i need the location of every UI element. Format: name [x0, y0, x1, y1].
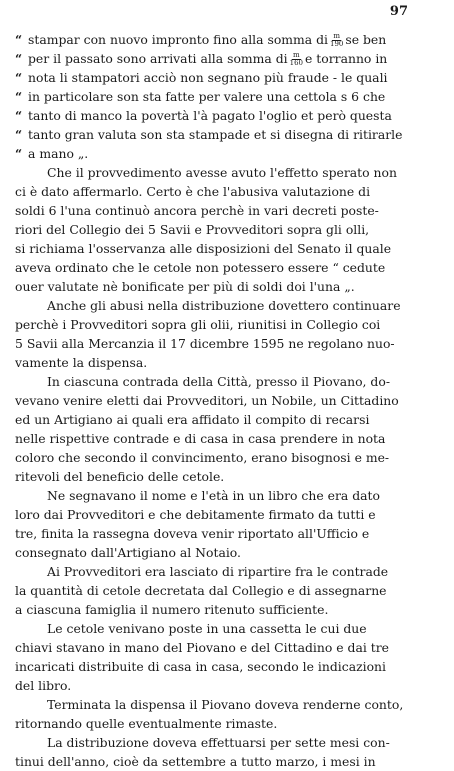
text-line: nelle rispettive contrade e di casa in casa prendere in nota [15, 431, 386, 446]
text-line: aveva ordinato che le cetole non potessero essere “ cedute [15, 260, 386, 275]
quoted-block [15, 30, 432, 163]
text-line: loro dai Provveditori e che debitamente firmato da tutti e [15, 507, 376, 522]
paragraph-2 [15, 296, 432, 372]
quote-line: “ stampar con nuovo impronto fino alla somma di $\frac{m}{190}$ se ben [15, 32, 387, 48]
quote-mark: “ [15, 51, 23, 66]
quote-mark: “ [15, 108, 23, 123]
text-line: tre, finita la rassegna doveva venir riportato all'Ufficio e [15, 526, 370, 541]
text-line: vamente la dispensa. [15, 355, 148, 370]
text-line: coloro che secondo il convincimento, erano bisognosi e me- [15, 450, 390, 465]
paragraph-6 [15, 619, 432, 695]
text-line: ouer valutate nè bonificate per più di soldi doi l'una „. [15, 279, 355, 294]
paragraph-5 [15, 562, 432, 619]
quote-line: “ nota li stampatori acciò non segnano più fraude - le quali [15, 70, 388, 85]
text-line: riori del Collegio dei 5 Savii e Provveditori sopra gli olli, [15, 222, 370, 237]
text-line: chiavi stavano in mano del Piovano e del Cittadino e dai tre [15, 640, 389, 655]
paragraph-8 [15, 733, 432, 771]
paragraph-4 [15, 486, 432, 562]
quote-mark: “ [15, 89, 23, 104]
quote-line: “ tanto di manco la povertà l'à pagato l'oglio et però questa [15, 108, 392, 123]
quote-line: “ in particolare son sta fatte per valere una cettola s 6 che [15, 89, 386, 104]
text-line: del libro. [15, 678, 72, 693]
body-text [15, 30, 432, 771]
text-line: Che il provvedimento avesse avuto l'effetto sperato non [47, 165, 397, 180]
text-line: Terminata la dispensa il Piovano doveva renderne conto, [47, 697, 404, 712]
text-line: 5 Savii alla Mercanzia il 17 dicembre 1595 ne regolano nuo- [15, 336, 395, 351]
fraction: $\frac{m}{190}$ [330, 32, 344, 48]
text-line: la quantità di cetole decretata dal Collegio e di assegnarne [15, 583, 387, 598]
text-line: ritornando quelle eventualmente rimaste. [15, 716, 278, 731]
quote-line: “ tanto gran valuta son sta stampade et si disegna di ritirarle [15, 127, 403, 142]
text-line: ci è dato affermarlo. Certo è che l'abusiva valutazione di [15, 184, 371, 199]
text-line: Ai Provveditori era lasciato di ripartire fra le contrade [47, 564, 389, 579]
text-line: Ne segnavano il nome e l'età in un libro che era dato [47, 488, 380, 503]
text-line: vevano venire eletti dai Provveditori, un Nobile, un Cittadino [15, 393, 399, 408]
paragraph-3 [15, 372, 432, 486]
page-number: 97 [389, 4, 408, 19]
fraction: $\frac{m}{160}$ [289, 51, 304, 67]
text-line: perchè i Provveditori sopra gli olii, riunitisi in Collegio coi [15, 317, 381, 332]
text-line: ritevoli del beneficio delle cetole. [15, 469, 225, 484]
quote-mark: “ [15, 70, 23, 85]
quote-mark: “ [15, 32, 23, 47]
text-line: La distribuzione doveva effettuarsi per sette mesi con- [47, 735, 390, 750]
quote-line: “ per il passato sono arrivati alla somma di $\frac{m}{160}$ e torranno in [15, 51, 388, 67]
text-line: In ciascuna contrada della Città, presso il Piovano, do- [47, 374, 391, 389]
quote-mark: “ [15, 127, 23, 142]
text-line: soldi 6 l'una continuò ancora perchè in vari decreti poste- [15, 203, 379, 218]
paragraph-7 [15, 695, 432, 733]
text-line: tinui dell'anno, cioè da settembre a tutto marzo, i mesi in [15, 754, 376, 769]
text-line: consegnato dall'Artigiano al Notaio. [15, 545, 241, 560]
text-line: incaricati distribuite di casa in casa, secondo le indicazioni [15, 659, 386, 674]
text-line: si richiama l'osservanza alle disposizioni del Senato il quale [15, 241, 392, 256]
paragraph-1 [15, 163, 432, 296]
text-line: Le cetole venivano poste in una cassetta le cui due [47, 621, 367, 636]
quote-mark: “ [15, 146, 23, 161]
text-line: Anche gli abusi nella distribuzione dovettero continuare [47, 298, 401, 313]
text-line: a ciascuna famiglia il numero ritenuto sufficiente. [15, 602, 329, 617]
quote-line: “ a mano „. [15, 146, 89, 161]
text-line: ed un Artigiano ai quali era affidato il compito di recarsi [15, 412, 370, 427]
